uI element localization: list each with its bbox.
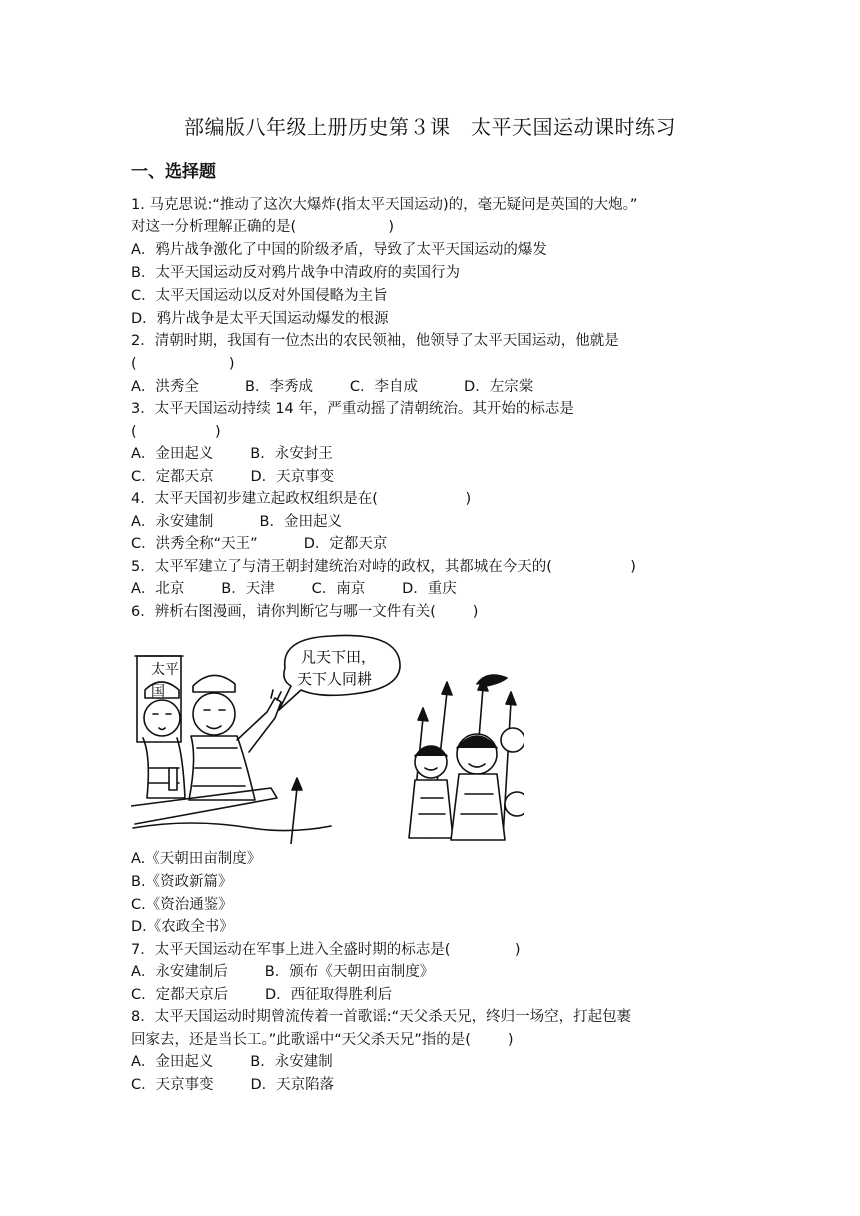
q1-option-c: C．太平天国运动以反对外国侵略为主旨 [131,288,388,304]
taiping-cartoon-illustration [131,628,524,844]
q6-option-d: D.《农政全书》 [131,919,234,935]
section-heading: 一、选择题 [131,162,216,182]
q2-options: A．洪秀全 B．李秀成 C．李自成 D．左宗棠 [131,379,534,395]
q8-stem-line2: 回家去，还是当长工。”此歌谣中“天父杀天兄”指的是( ) [131,1032,514,1048]
q5-options: A．北京 B．天津 C．南京 D．重庆 [131,581,457,597]
q7-stem: 7．太平天国运动在军事上进入全盛时期的标志是( ) [131,942,521,958]
cartoon-speech-line2: 天下人同耕 [297,670,373,688]
q6-option-c: C.《资治通鉴》 [131,897,233,913]
q3-stem-line1: 3．太平天国运动持续 14 年，严重动摇了清朝统治。其开始的标志是 [131,401,574,417]
q7-options-row2: C．定都天京后 D．西征取得胜利后 [131,987,393,1003]
q4-stem: 4．太平天国初步建立起政权组织是在( ) [131,491,472,507]
page-title: 部编版八年级上册历史第３课 太平天国运动课时练习 [184,115,676,139]
q2-stem-line1: 2．清朝时期，我国有一位杰出的农民领袖，他领导了太平天国运动，他就是 [131,333,619,349]
q3-options-row1: A．金田起义 B．永安封王 [131,446,333,462]
q6-stem: 6．辨析右图漫画，请你判断它与哪一文件有关( ) [131,604,479,620]
cartoon-banner-text-1: 太平 [151,662,179,678]
q1-option-b: B．太平天国运动反对鸦片战争中清政府的卖国行为 [131,265,460,281]
q6-option-a: A.《天朝田亩制度》 [131,851,262,867]
q1-stem-line2: 对这一分析理解正确的是( ) [131,219,394,235]
q4-options-row1: A．永安建制 B．金田起义 [131,514,342,530]
q8-options-row2: C．天京事变 D．天京陷落 [131,1077,335,1093]
q4-options-row2: C．洪秀全称“天王” D．定都天京 [131,536,388,552]
cartoon-banner-text-2: 国 [151,684,165,700]
q1-option-d: D．鸦片战争是太平天国运动爆发的根源 [131,311,389,327]
q1-option-a: A．鸦片战争激化了中国的阶级矛盾，导致了太平天国运动的爆发 [131,242,547,258]
q3-stem-line2: ( ) [131,424,221,440]
q8-stem-line1: 8．太平天国运动时期曾流传着一首歌谣:“天父杀天兄，终归一场空，打起包裹 [131,1009,632,1025]
q2-stem-line2: ( ) [131,356,235,372]
q7-options-row1: A．永安建制后 B．颁布《天朝田亩制度》 [131,964,435,980]
q5-stem: 5．太平军建立了与清王朝封建统治对峙的政权，其都城在今天的( ) [131,559,636,575]
q1-stem-line1: 1. 马克思说:“推动了这次大爆炸(指太平天国运动)的，毫无疑问是英国的大炮。” [131,197,638,213]
q3-options-row2: C．定都天京 D．天京事变 [131,469,335,485]
cartoon-speech-line1: 凡天下田， [301,648,377,666]
q6-option-b: B.《资政新篇》 [131,874,233,890]
q8-options-row1: A．金田起义 B．永安建制 [131,1054,333,1070]
